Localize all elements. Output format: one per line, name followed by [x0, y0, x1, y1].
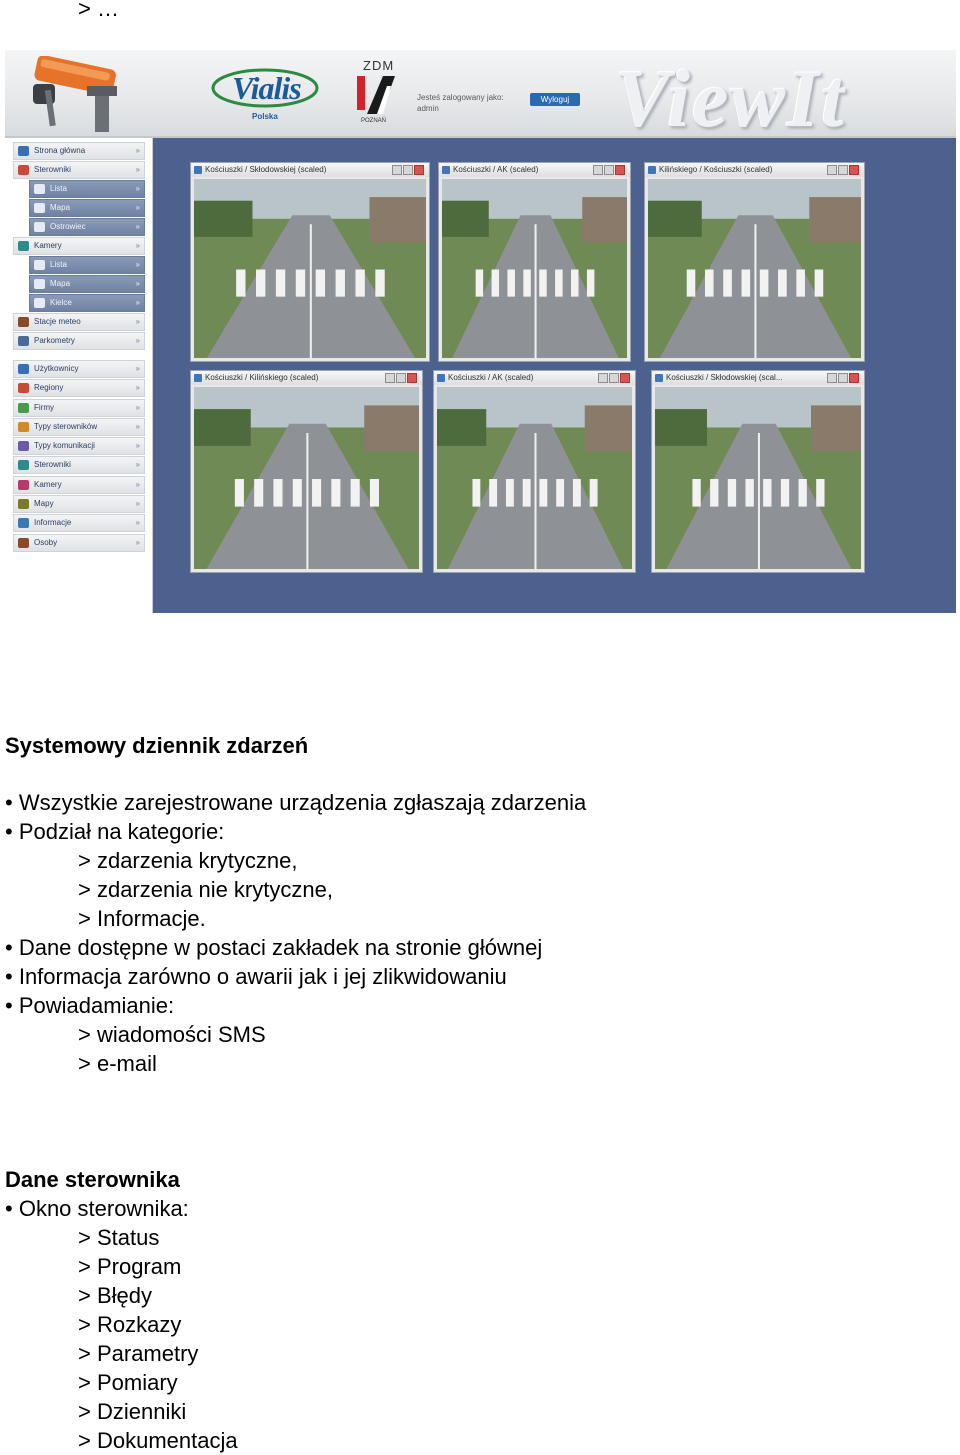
chevron-right-icon: » [135, 165, 140, 174]
menu-icon [34, 203, 45, 213]
menu-label: Sterowniki [34, 460, 71, 470]
login-label: Jesteś zalogowany jako: [417, 93, 504, 102]
menu-label: Regiony [34, 383, 64, 393]
menu-icon [18, 499, 29, 509]
sub-item: > Rozkazy [78, 1312, 182, 1337]
menu-label: Kamery [34, 479, 62, 489]
sub-item: > wiadomości SMS [78, 1022, 266, 1047]
partner-name: ZDM [363, 58, 395, 73]
chevron-right-icon: » [135, 146, 140, 155]
chevron-right-icon: » [135, 260, 140, 269]
camera-title: Kościuszki / AK (scaled) [453, 165, 539, 174]
chevron-right-icon: » [135, 402, 140, 412]
zdm-road-icon [353, 72, 403, 124]
chevron-right-icon: » [135, 317, 140, 326]
chevron-right-icon: » [135, 537, 140, 547]
camera-title: Kościuszki / AK (scaled) [448, 373, 534, 382]
camera-window[interactable] [433, 370, 636, 573]
menu-label: Mapa [50, 279, 71, 288]
window-controls [597, 373, 633, 383]
menu-icon [34, 184, 45, 194]
window-controls [592, 165, 628, 175]
menu-label: Stacje meteo [34, 317, 81, 326]
camera-title-bar[interactable] [191, 371, 422, 385]
vialis-logo [210, 64, 320, 124]
menu-label: Typy sterowników [34, 421, 98, 431]
brand-name: Vialis [232, 70, 301, 106]
menu-label: Parkometry [34, 336, 75, 345]
sub-item: > zdarzenia nie krytyczne, [78, 877, 333, 902]
bullet-item: • Podział na kategorie: [5, 817, 586, 846]
maximize-icon[interactable] [403, 165, 413, 175]
menu-item[interactable] [13, 476, 145, 494]
chevron-right-icon: » [135, 383, 140, 393]
window-icon [648, 166, 656, 174]
menu-icon [18, 364, 29, 374]
menu-item[interactable] [13, 142, 145, 160]
camera-window[interactable] [438, 162, 631, 362]
menu-item[interactable] [29, 218, 145, 236]
menu-item[interactable] [13, 237, 145, 255]
chevron-right-icon: » [135, 241, 140, 250]
sub-item: > e-mail [78, 1051, 157, 1076]
window-controls [826, 373, 862, 383]
menu-item[interactable] [13, 360, 145, 378]
menu-icon [18, 317, 29, 327]
menu-icon [18, 538, 29, 548]
menu-item[interactable] [13, 534, 145, 552]
chevron-right-icon: » [135, 499, 140, 509]
menu-icon [18, 336, 29, 346]
minimize-icon[interactable] [827, 373, 837, 383]
menu-icon [18, 480, 29, 490]
camera-title: Kościuszki / Kilińskiego (scaled) [205, 373, 319, 382]
sub-item: > Błędy [78, 1283, 152, 1308]
menu-label: Ostrowiec [50, 222, 86, 231]
chevron-right-icon: » [135, 336, 140, 345]
camera-feed [194, 387, 419, 569]
menu-item[interactable] [29, 275, 145, 293]
menu-icon [18, 403, 29, 413]
chevron-right-icon: » [135, 279, 140, 288]
menu-label: Mapa [50, 203, 71, 212]
menu-label: Informacje [34, 518, 72, 528]
camera-title-bar[interactable] [434, 371, 635, 385]
app-sidebar [5, 138, 153, 613]
maximize-icon[interactable] [396, 373, 406, 383]
window-icon [194, 374, 202, 382]
admin-menu [13, 360, 151, 553]
bullet-item: • Powiadamianie: [5, 991, 586, 1020]
sub-item: > Parametry [78, 1341, 199, 1366]
camera-window[interactable] [190, 370, 423, 573]
menu-label: Kamery [34, 241, 62, 250]
menu-icon [18, 441, 29, 451]
menu-icon [18, 460, 29, 470]
close-icon[interactable] [615, 165, 625, 175]
window-icon [442, 166, 450, 174]
menu-icon [18, 146, 29, 156]
chevron-right-icon: » [135, 518, 140, 528]
camera-feed [437, 387, 632, 569]
login-user: admin [417, 104, 439, 113]
menu-label: Sterowniki [34, 165, 71, 174]
minimize-icon[interactable] [392, 165, 402, 175]
camera-title: Kilińskiego / Kościuszki (scaled) [659, 165, 773, 174]
chevron-right-icon: » [135, 222, 140, 231]
menu-item[interactable] [29, 199, 145, 217]
menu-item[interactable] [13, 332, 145, 350]
sub-item: > zdarzenia krytyczne, [78, 848, 298, 873]
close-icon[interactable] [849, 165, 859, 175]
close-icon[interactable] [414, 165, 424, 175]
chevron-right-icon: » [135, 184, 140, 193]
menu-item[interactable] [13, 161, 145, 179]
minimize-icon[interactable] [827, 165, 837, 175]
minimize-icon[interactable] [598, 373, 608, 383]
sub-item: > Dokumentacja [78, 1428, 238, 1453]
camera-window[interactable] [651, 370, 865, 573]
chevron-right-icon: » [135, 479, 140, 489]
menu-icon [18, 241, 29, 251]
menu-icon [34, 222, 45, 232]
chevron-right-icon: » [135, 203, 140, 212]
menu-item[interactable] [13, 456, 145, 474]
section-list [5, 1194, 238, 1455]
maximize-icon[interactable] [838, 373, 848, 383]
chevron-right-icon: » [135, 460, 140, 470]
logout-button[interactable]: Wyloguj [530, 93, 580, 106]
section-heading: Dane sterownika [5, 1167, 180, 1192]
section-list [5, 788, 586, 1078]
menu-icon [18, 165, 29, 175]
sub-item: > Informacje. [78, 906, 206, 931]
menu-item[interactable] [13, 495, 145, 513]
sub-item: > Pomiary [78, 1370, 178, 1395]
close-icon[interactable] [407, 373, 417, 383]
window-controls [391, 165, 427, 175]
viewit-screenshot [5, 50, 956, 613]
camera-feed [442, 179, 627, 358]
camera-title-bar[interactable] [645, 163, 864, 177]
camera-feed [655, 387, 861, 569]
menu-icon [34, 260, 45, 270]
brand-sub: Polska [252, 112, 278, 121]
window-icon [437, 374, 445, 382]
main-menu [13, 142, 151, 351]
menu-label: Typy komunikacji [34, 441, 95, 451]
maximize-icon[interactable] [838, 165, 848, 175]
maximize-icon[interactable] [609, 373, 619, 383]
chevron-right-icon: » [135, 441, 140, 451]
window-icon [194, 166, 202, 174]
menu-item[interactable] [13, 379, 145, 397]
login-status [415, 92, 595, 118]
chevron-right-icon: » [135, 421, 140, 431]
camera-title-bar[interactable] [191, 163, 429, 177]
menu-icon [34, 279, 45, 289]
sub-item: > Program [78, 1254, 182, 1279]
chevron-right-icon: » [135, 364, 140, 373]
camera-logo-icon [25, 56, 135, 136]
partner-sub: POZNAŃ [361, 118, 387, 124]
close-icon[interactable] [849, 373, 859, 383]
menu-label: Osoby [34, 537, 58, 547]
continuation-fragment: > … [78, 0, 119, 21]
menu-label: Lista [50, 184, 67, 193]
menu-icon [18, 422, 29, 432]
menu-icon [18, 383, 29, 393]
menu-item[interactable] [13, 399, 145, 417]
section-heading: Systemowy dziennik zdarzeń [5, 733, 309, 758]
menu-label: Kielce [50, 298, 72, 307]
minimize-icon[interactable] [593, 165, 603, 175]
chevron-right-icon: » [135, 298, 140, 307]
app-header [5, 50, 956, 144]
window-controls [826, 165, 862, 175]
camera-title-bar[interactable] [652, 371, 864, 385]
camera-feed [648, 179, 861, 358]
menu-item[interactable] [29, 180, 145, 198]
menu-label: Lista [50, 260, 67, 269]
menu-label: Strona główna [34, 146, 86, 155]
minimize-icon[interactable] [385, 373, 395, 383]
camera-feed [194, 179, 426, 358]
zdm-logo [353, 58, 403, 128]
sub-item: > Dzienniki [78, 1399, 187, 1424]
camera-title: Kościuszki / Skłodowskiej (scaled) [205, 165, 327, 174]
bullet-item: • Dane dostępne w postaci zakładek na stronie głównej [5, 933, 586, 962]
bullet-item: • Okno sterownika: [5, 1194, 238, 1223]
menu-label: Mapy [34, 499, 54, 509]
menu-item[interactable] [13, 437, 145, 455]
menu-label: Firmy [34, 402, 54, 412]
product-logo: ViewIt [615, 53, 846, 144]
menu-item[interactable] [13, 514, 145, 532]
window-icon [655, 374, 663, 382]
sub-item: > Status [78, 1225, 160, 1250]
camera-title: Kościuszki / Skłodowskiej (scal... [666, 373, 783, 382]
menu-icon [34, 298, 45, 308]
bullet-item: • Wszystkie zarejestrowane urządzenia zgłaszają zdarzenia [5, 788, 586, 817]
menu-item[interactable] [29, 256, 145, 274]
menu-icon [18, 518, 29, 528]
menu-item[interactable] [13, 418, 145, 436]
menu-label: Użytkownicy [34, 364, 79, 373]
camera-window[interactable] [644, 162, 865, 362]
maximize-icon[interactable] [604, 165, 614, 175]
camera-title-bar[interactable] [439, 163, 630, 177]
window-controls [384, 373, 420, 383]
camera-window[interactable] [190, 162, 430, 362]
menu-item[interactable] [13, 313, 145, 331]
menu-item[interactable] [29, 294, 145, 312]
close-icon[interactable] [620, 373, 630, 383]
bullet-item: • Informacja zarówno o awarii jak i jej zlikwidowaniu [5, 962, 586, 991]
